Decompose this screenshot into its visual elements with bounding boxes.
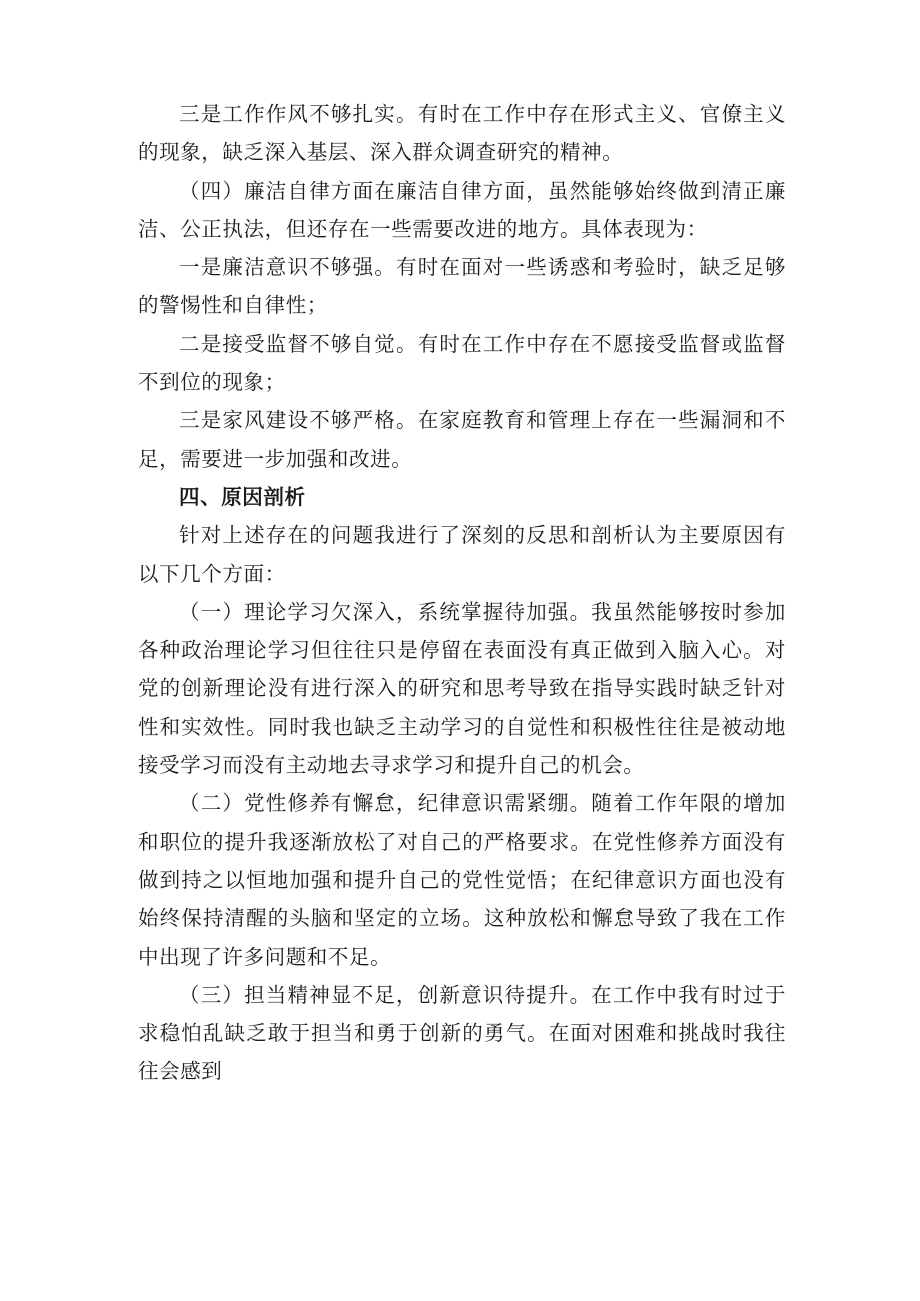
paragraph-work-style: 三是工作作风不够扎实。有时在工作中存在形式主义、官僚主义的现象，缺乏深入基层、深入群众调查研究的精神。 bbox=[138, 102, 786, 165]
paragraph-supervision: 二是接受监督不够自觉。有时在工作中存在不愿接受监督或监督不到位的现象； bbox=[138, 331, 786, 395]
paragraph-party-spirit: （二）党性修养有懈怠，纪律意识需紧绷。随着工作年限的增加和职位的提升我逐渐放松了对自己的严格要求。在党性修养方面没有做到持之以恒地加强和提升自己的党性觉悟；在纪律意识方面也没有始终保持清醒的头脑和坚定的立场。这种放松和懈怠导致了我在工作中出现了许多问题和不足。 bbox=[138, 791, 786, 969]
paragraph-theory-study: （一）理论学习欠深入，系统掌握待加强。我虽然能够按时参加各种政治理论学习但往往只是停留在表面没有真正做到入脑入心。对党的创新理论没有进行深入的研究和思考导致在指导实践时缺乏针对性和实效性。同时我也缺乏主动学习的自觉性和积极性往往是被动地接受学习而没有主动地去寻求学习和提升自己的机会。 bbox=[138, 599, 786, 778]
section-heading-cause-analysis: 四、原因剖析 bbox=[179, 484, 306, 509]
paragraph-cause-intro: 针对上述存在的问题我进行了深刻的反思和剖析认为主要原因有以下几个方面： bbox=[138, 523, 786, 586]
paragraph-family-style: 三是家风建设不够严格。在家庭教育和管理上存在一些漏洞和不足，需要进一步加强和改进。 bbox=[138, 408, 786, 471]
paragraph-responsibility: （三）担当精神显不足，创新意识待提升。在工作中我有时过于求稳怕乱缺乏敢于担当和勇于创新的勇气。在面对困难和挑战时我往往会感到 bbox=[138, 982, 786, 1084]
paragraph-integrity-section: （四）廉洁自律方面在廉洁自律方面，虽然能够始终做到清正廉洁、公正执法，但还存在一些需要改进的地方。具体表现为： bbox=[138, 178, 786, 241]
document-body bbox=[138, 95, 786, 1091]
paragraph-integrity-awareness: 一是廉洁意识不够强。有时在面对一些诱惑和考验时，缺乏足够的警惕性和自律性； bbox=[138, 255, 786, 318]
